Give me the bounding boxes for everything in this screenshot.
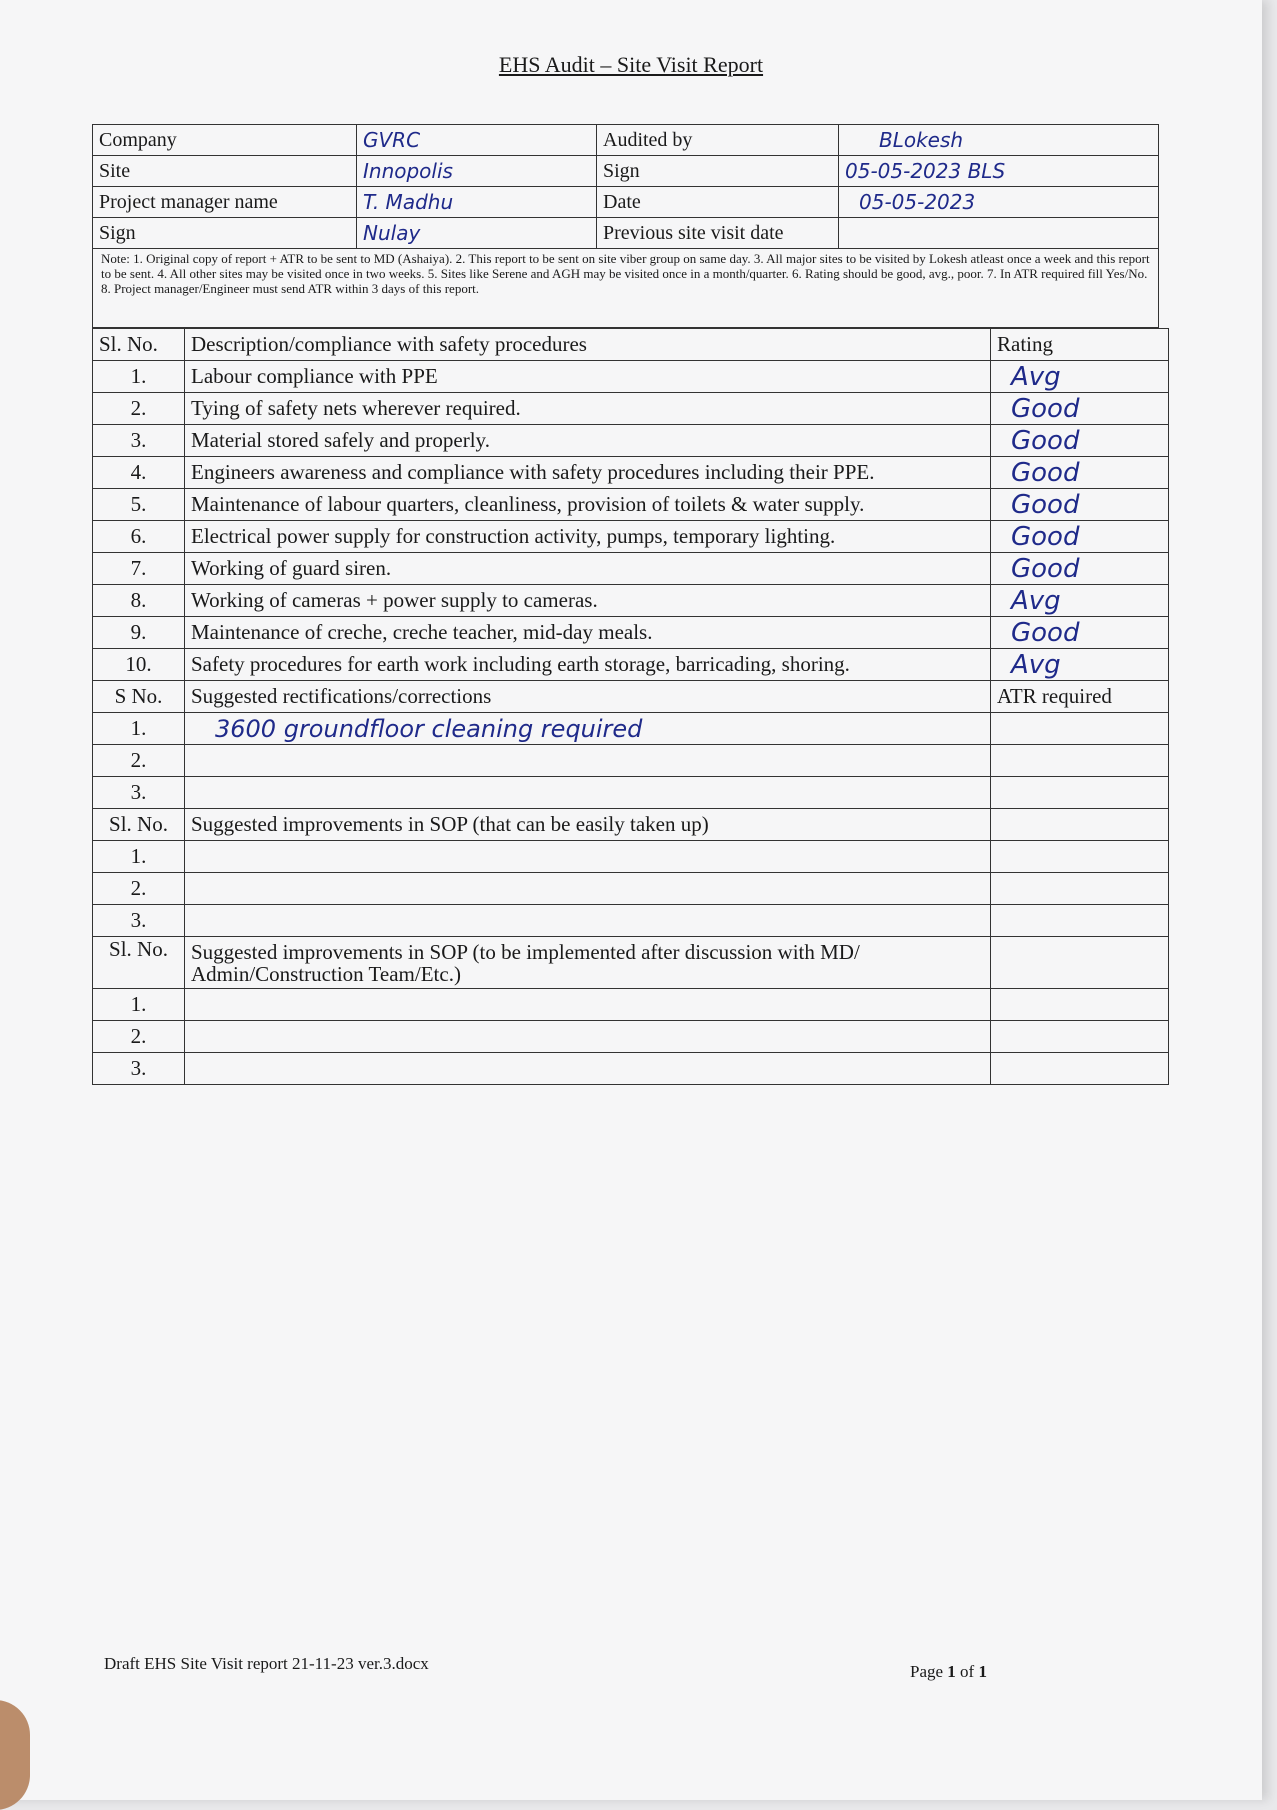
compliance-row — [93, 553, 1169, 585]
item-number: 1. — [93, 989, 185, 1021]
sop-discussion-row — [93, 1021, 1169, 1053]
sl-no-header: Sl. No. — [93, 809, 185, 841]
sop-easy-row — [93, 841, 1169, 873]
item-rating: Good — [991, 425, 1169, 457]
sop-discussion-text — [185, 1021, 991, 1053]
item-number: 7. — [93, 553, 185, 585]
sop-discussion-blank — [991, 1021, 1169, 1053]
compliance-row — [93, 393, 1169, 425]
rectifications-header: Suggested rectifications/corrections — [185, 681, 991, 713]
item-description: Working of guard siren. — [185, 553, 991, 585]
sop-discussion-header-row — [93, 937, 1169, 989]
pm-sign-label: Sign — [93, 218, 357, 249]
rating-header: Rating — [991, 329, 1169, 361]
item-description: Engineers awareness and compliance with safety procedures including their PPE. — [185, 457, 991, 489]
sop-easy-row — [93, 905, 1169, 937]
atr-value — [991, 745, 1169, 777]
sop-easy-header-row — [93, 809, 1169, 841]
item-description: Working of cameras + power supply to cameras. — [185, 585, 991, 617]
item-number: 3. — [93, 425, 185, 457]
sop-easy-text — [185, 873, 991, 905]
item-number: 2. — [93, 393, 185, 425]
item-rating: Good — [991, 553, 1169, 585]
sop-discussion-blank — [991, 937, 1169, 989]
sop-easy-row — [93, 873, 1169, 905]
compliance-row — [93, 585, 1169, 617]
atr-value — [991, 713, 1169, 745]
rectification-row — [93, 713, 1169, 745]
rectification-text — [185, 745, 991, 777]
item-number: 5. — [93, 489, 185, 521]
company-value: GVRC — [357, 125, 597, 156]
prev-visit-label: Previous site visit date — [597, 218, 839, 249]
page-title: EHS Audit – Site Visit Report — [498, 52, 764, 77]
item-rating: Good — [991, 457, 1169, 489]
item-rating: Good — [991, 521, 1169, 553]
pm-value: T. Madhu — [357, 187, 597, 218]
header-table — [92, 124, 1159, 328]
date-value: 05-05-2023 — [839, 187, 1159, 218]
item-number: 1. — [93, 361, 185, 393]
sl-no-header: Sl. No. — [93, 937, 185, 989]
footer-filename: Draft EHS Site Visit report 21-11-23 ver.3.docx — [104, 1654, 429, 1673]
item-description: Material stored safely and properly. — [185, 425, 991, 457]
page-current: 1 — [947, 1662, 956, 1681]
item-number: 1. — [93, 713, 185, 745]
compliance-header-row — [93, 329, 1169, 361]
page-total: 1 — [978, 1662, 987, 1681]
item-number: 3. — [93, 905, 185, 937]
audited-by-value: BLokesh — [839, 125, 1159, 156]
page-prefix: Page — [910, 1662, 944, 1681]
sop-easy-blank — [991, 873, 1169, 905]
sl-no-header: Sl. No. — [93, 329, 185, 361]
item-number: 3. — [93, 777, 185, 809]
item-rating: Avg — [991, 361, 1169, 393]
sop-discussion-row — [93, 1053, 1169, 1085]
compliance-row — [93, 649, 1169, 681]
item-number: 3. — [93, 1053, 185, 1085]
sop-easy-blank — [991, 841, 1169, 873]
sop-easy-blank — [991, 809, 1169, 841]
rectification-row — [93, 745, 1169, 777]
page-of: of — [960, 1662, 975, 1681]
sop-discussion-row — [93, 989, 1169, 1021]
atr-required-header: ATR required — [991, 681, 1169, 713]
sop-discussion-text — [185, 989, 991, 1021]
sop-easy-text — [185, 905, 991, 937]
audited-by-label: Audited by — [597, 125, 839, 156]
prev-visit-value — [839, 218, 1159, 249]
sl-no-header: S No. — [93, 681, 185, 713]
item-number: 6. — [93, 521, 185, 553]
compliance-row — [93, 361, 1169, 393]
sop-discussion-blank — [991, 989, 1169, 1021]
item-rating: Avg — [991, 585, 1169, 617]
item-description: Maintenance of labour quarters, cleanliness, provision of toilets & water supply. — [185, 489, 991, 521]
footer-page-number — [910, 1662, 987, 1682]
item-number: 1. — [93, 841, 185, 873]
item-description: Maintenance of creche, creche teacher, mid-day meals. — [185, 617, 991, 649]
sop-discussion-header: Suggested improvements in SOP (to be implemented after discussion with MD/ Admin/Construction Team/Etc.) — [185, 937, 991, 989]
item-rating: Good — [991, 393, 1169, 425]
item-number: 4. — [93, 457, 185, 489]
company-label: Company — [93, 125, 357, 156]
item-number: 2. — [93, 745, 185, 777]
site-value: Innopolis — [357, 156, 597, 187]
report-note: Note: 1. Original copy of report + ATR to be sent to MD (Ashaiya). 2. This report to be sent on site viber group on same day. 3. All major sites to be visited by Lokesh atleast once a week and this report to be sent. 4. All other sites may be visited once in two weeks. 5. Sites like Serene and AGH may be visited once in a month/quarter. 6. Rating should be good, avg., poor. 7. In ATR required fill Yes/No. 8. Project manager/Engineer must send ATR within 3 days of this report. — [93, 249, 1159, 328]
pm-label: Project manager name — [93, 187, 357, 218]
sop-discussion-text — [185, 1053, 991, 1085]
rectification-text — [185, 777, 991, 809]
item-rating: Good — [991, 617, 1169, 649]
item-number: 10. — [93, 649, 185, 681]
sop-easy-text — [185, 841, 991, 873]
atr-value — [991, 777, 1169, 809]
item-description: Labour compliance with PPE — [185, 361, 991, 393]
item-number: 8. — [93, 585, 185, 617]
compliance-row — [93, 521, 1169, 553]
sop-easy-blank — [991, 905, 1169, 937]
sop-discussion-blank — [991, 1053, 1169, 1085]
auditor-sign-value: 05-05-2023 BLS — [839, 156, 1159, 187]
item-rating: Avg — [991, 649, 1169, 681]
date-label: Date — [597, 187, 839, 218]
rectifications-header-row — [93, 681, 1169, 713]
item-number: 9. — [93, 617, 185, 649]
auditor-sign-label: Sign — [597, 156, 839, 187]
main-table — [92, 328, 1169, 1085]
item-number: 2. — [93, 1021, 185, 1053]
pm-sign-value: Nulay — [357, 218, 597, 249]
rectification-text: 3600 groundfloor cleaning required — [185, 713, 991, 745]
item-rating: Good — [991, 489, 1169, 521]
item-description: Tying of safety nets wherever required. — [185, 393, 991, 425]
item-number: 2. — [93, 873, 185, 905]
item-description: Safety procedures for earth work including earth storage, barricading, shoring. — [185, 649, 991, 681]
compliance-row — [93, 425, 1169, 457]
compliance-row — [93, 457, 1169, 489]
item-description: Electrical power supply for construction activity, pumps, temporary lighting. — [185, 521, 991, 553]
sop-easy-header: Suggested improvements in SOP (that can be easily taken up) — [185, 809, 991, 841]
site-label: Site — [93, 156, 357, 187]
compliance-row — [93, 489, 1169, 521]
compliance-row — [93, 617, 1169, 649]
rectification-row — [93, 777, 1169, 809]
description-header: Description/compliance with safety procedures — [185, 329, 991, 361]
